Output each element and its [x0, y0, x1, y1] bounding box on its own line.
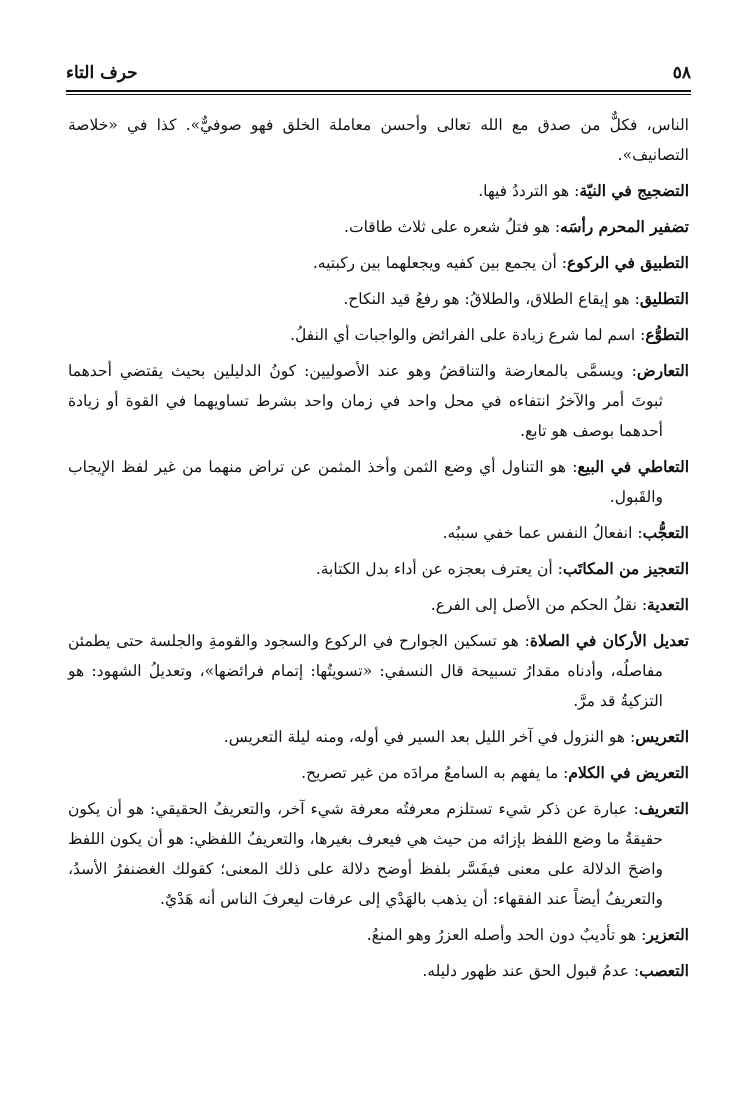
entry-definition: : هو الترددُ فيها.: [478, 182, 580, 200]
entry-definition: : هو تأديبٌ دون الحد وأصله العزرُ وهو المنعُ.: [366, 926, 647, 944]
running-title: حرف التاء: [66, 63, 138, 83]
entry-definition: : ويسمَّى بالمعارضة والتناقضُ وهو عند الأصوليين: كونُ الدليلين بحيث يقتضي أحدهما ثبوتَ أمر والآخرُ انتفاءه في محل واحد في زمان واحد بشرط تساويهما في القوة أو زيادة أحدهما بوصف هو تابع.: [68, 362, 663, 440]
entry-definition: : أن يعترف بعجزه عن أداء بدل الكتابة.: [315, 560, 563, 578]
dictionary-entry: [68, 794, 689, 914]
entry-definition: : ما يفهم به السامعُ مرادَه من غير تصريح.: [301, 764, 569, 782]
dictionary-entry: [68, 518, 689, 548]
entry-term: التعريض في الكلام: [568, 763, 689, 782]
entry-definition: : هو فتلُ شعره على ثلاث طاقات.: [344, 218, 561, 236]
page-header: [66, 58, 691, 88]
entry-term: التعجُّب: [642, 523, 689, 542]
entry-term: التطوُّع: [645, 325, 689, 344]
entry-definition: : اسم لما شرع زيادة على الفرائض والواجبات أي النفلُ.: [290, 326, 646, 344]
entry-term: التعصب: [639, 961, 689, 980]
entry-definition: : أن يجمع بين كفيه ويجعلهما بين ركبتيه.: [312, 254, 567, 272]
dictionary-entry: [68, 320, 689, 350]
entry-definition: : عدمُ قبول الحق عند ظهور دليله.: [422, 962, 640, 980]
dictionary-entry: [68, 176, 689, 206]
dictionary-entry: [68, 920, 689, 950]
entry-definition: : نقلُ الحكم من الأصل إلى الفرع.: [430, 596, 648, 614]
dictionary-entry: [68, 554, 689, 584]
page-number: ٥٨: [672, 63, 691, 83]
entry-term: التعدية: [647, 595, 689, 614]
dictionary-entry: [68, 248, 689, 278]
dictionary-entry: [68, 590, 689, 620]
dictionary-entry: [68, 956, 689, 986]
entry-definition: : هو إيقاع الطلاق، والطلاقُ: هو رفعُ قيد النكاح.: [343, 290, 640, 308]
entry-term: تضفير المحرم رأسَه: [560, 217, 689, 236]
entry-definition: الناس، فكلٌّ من صدق مع الله تعالى وأحسن معاملة الخلق فهو صوفيٌّ». كذا في «خلاصة التصانيف».: [68, 116, 689, 164]
dictionary-entry: [68, 626, 689, 716]
entry-term: التعريف: [638, 799, 689, 818]
entry-term: تعديل الأركان في الصلاة: [529, 631, 689, 650]
entry-term: التطليق: [639, 289, 689, 308]
header-rule: [66, 90, 691, 92]
dictionary-entry: [68, 452, 689, 512]
entry-definition: : هو تسكين الجوارح في الركوع والسجود والقومةِ والجلسة حتى يطمئن مفاصلُه، وأدناه مقدارُ تسبيحة قال النسفي: «تسويتُها: إتمام فرائضها»، وتعديلُ الشهود: هو التزكيةُ قد مرَّ.: [68, 632, 663, 710]
dictionary-entry: [68, 284, 689, 314]
entry-term: التعجيز من المكاتَب: [562, 559, 689, 578]
entry-definition: : عبارة عن ذكر شيء تستلزم معرفتُه معرفة شيء آخر، والتعريفُ الحقيقي: هو أن يكون حقيقةُ ما وضع اللفظ بإزائه من حيث هي فيعرف بغيرها، والتعريفُ اللفظي: هو أن يكون اللفظ واضحَ الدلالة على معنى فيفَسَّر بلفظ أوضح دلالة على ذلك المعنى؛ كقولك الغضنفرُ الأسدُ، والتعريفُ أيضاً عند الفقهاء: أن يذهب بالهَدْي إلى عرفات ليعرفَ الناس أنه هَدْيٌ.: [68, 800, 663, 908]
header-rule-thin: [66, 94, 691, 95]
entry-term: التعارض: [636, 361, 689, 380]
entry-term: التعزير: [646, 925, 689, 944]
entry-definition: : هو التناول أي وضع الثمن وأخذ المثمن عن تراض منهما من غير لفظ الإيجاب والقَبول.: [68, 458, 663, 506]
entry-definition: : انفعالُ النفس عما خفي سببُه.: [442, 524, 643, 542]
dictionary-entry: [68, 356, 689, 446]
entry-term: التضجيج في النيّة: [579, 181, 689, 200]
dictionary-entry: [68, 722, 689, 752]
entry-definition: : هو النزول في آخر الليل بعد السير في أوله، ومنه ليلة التعريس.: [223, 728, 636, 746]
continuation-paragraph: [68, 110, 689, 170]
dictionary-entry: [68, 212, 689, 242]
page-body: [68, 110, 689, 992]
entry-term: التطبيق في الركوع: [566, 253, 689, 272]
entry-term: التعريس: [635, 727, 689, 746]
dictionary-entry: [68, 758, 689, 788]
entry-term: التعاطي في البيع: [577, 457, 690, 476]
